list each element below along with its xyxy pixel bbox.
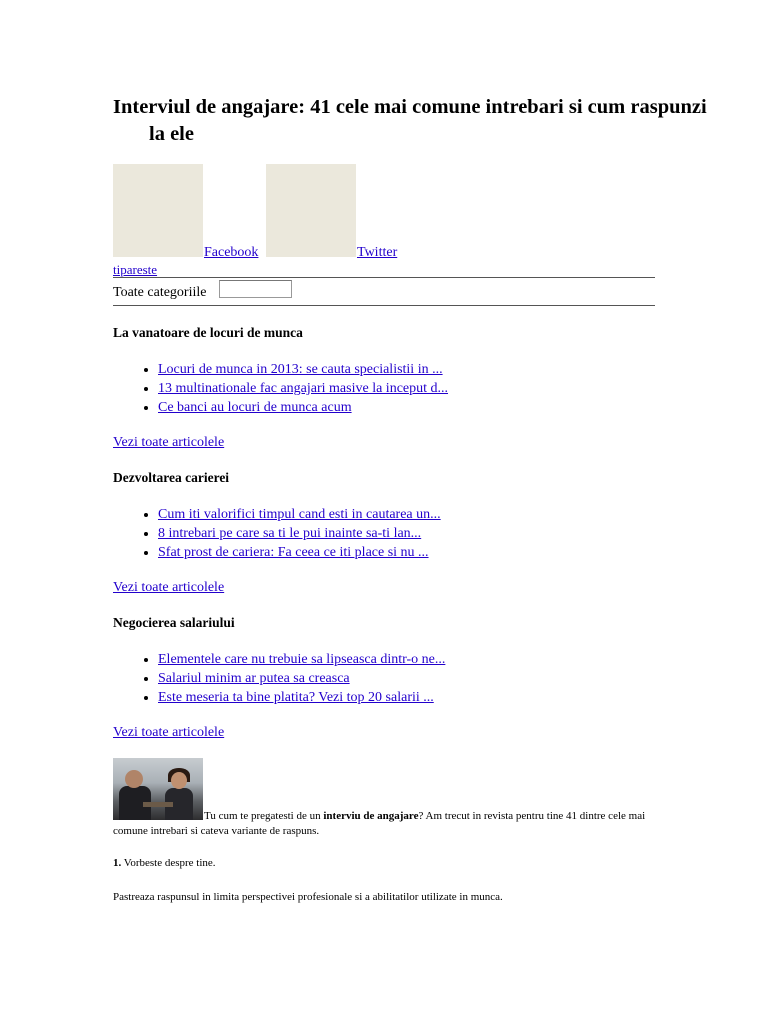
article-intro bbox=[113, 809, 653, 839]
question-text: Vorbeste despre tine. bbox=[121, 857, 216, 869]
twitter-share-link[interactable]: Twitter bbox=[357, 245, 398, 260]
facebook-thumbnail[interactable] bbox=[113, 164, 203, 257]
list-item bbox=[158, 669, 673, 688]
twitter-thumbnail[interactable] bbox=[266, 164, 356, 257]
divider-top bbox=[113, 277, 655, 278]
section-heading: Negocierea salariului bbox=[113, 615, 235, 630]
view-all-link[interactable]: Vezi toate articolele bbox=[113, 725, 225, 740]
article-title: Interviul de angajare: 41 cele mai comune intrebari si cum raspunzi la ele bbox=[113, 96, 707, 145]
list-item bbox=[158, 650, 673, 669]
article-link[interactable]: 13 multinationale fac angajari masive la inceput d... bbox=[158, 381, 449, 396]
intro-keyword: interviu de angajare bbox=[323, 810, 419, 822]
question-1-description: Pastreaza raspunsul in limita perspectivei profesionale si a abilitatilor utilizate in munca. bbox=[113, 891, 503, 903]
section-heading: La vanatoare de locuri de munca bbox=[113, 325, 303, 340]
article-link[interactable]: Locuri de munca in 2013: se cauta specialistii in ... bbox=[158, 362, 443, 377]
list-item bbox=[158, 505, 673, 524]
question-1 bbox=[113, 856, 216, 870]
list-item bbox=[158, 398, 673, 417]
divider-bottom bbox=[113, 305, 655, 306]
list-item bbox=[158, 543, 673, 562]
facebook-share-link[interactable]: Facebook bbox=[204, 245, 259, 260]
article-link[interactable]: Cum iti valorifici timpul cand esti in cautarea un... bbox=[158, 507, 441, 522]
section-job-hunting bbox=[113, 324, 673, 451]
list-item bbox=[158, 524, 673, 543]
categories-label: Toate categoriile bbox=[113, 285, 207, 300]
section-career-development bbox=[113, 469, 673, 596]
list-item bbox=[158, 379, 673, 398]
article-list bbox=[113, 360, 673, 417]
section-heading: Dezvoltarea carierei bbox=[113, 470, 230, 485]
list-item bbox=[158, 360, 673, 379]
section-salary-negotiation bbox=[113, 614, 673, 741]
view-all-link[interactable]: Vezi toate articolele bbox=[113, 435, 225, 450]
article-link[interactable]: Elementele care nu trebuie sa lipseasca dintr-o ne... bbox=[158, 652, 446, 667]
article-link[interactable]: 8 intrebari pe care sa ti le pui inainte sa-ti lan... bbox=[158, 526, 422, 541]
share-row bbox=[113, 164, 673, 264]
article-link[interactable]: Este meseria ta bine platita? Vezi top 20 salarii ... bbox=[158, 690, 434, 705]
categories-search-input[interactable] bbox=[219, 280, 292, 298]
article-list bbox=[113, 650, 673, 707]
view-all-link[interactable]: Vezi toate articolele bbox=[113, 580, 225, 595]
article-link[interactable]: Salariul minim ar putea sa creasca bbox=[158, 671, 350, 686]
article-link[interactable]: Ce banci au locuri de munca acum bbox=[158, 400, 352, 415]
intro-text-end: ? Am trecut in revista pentru tine 41 dintre cele mai comune intrebari si cateva variante de raspuns. bbox=[113, 810, 646, 837]
intro-text-start: Tu cum te pregatesti de un bbox=[204, 810, 324, 822]
question-number: 1. bbox=[113, 857, 122, 869]
list-item bbox=[158, 688, 673, 707]
print-link[interactable]: tipareste bbox=[113, 262, 158, 277]
article-list bbox=[113, 505, 673, 562]
article-link[interactable]: Sfat prost de cariera: Fa ceea ce iti place si nu ... bbox=[158, 545, 429, 560]
